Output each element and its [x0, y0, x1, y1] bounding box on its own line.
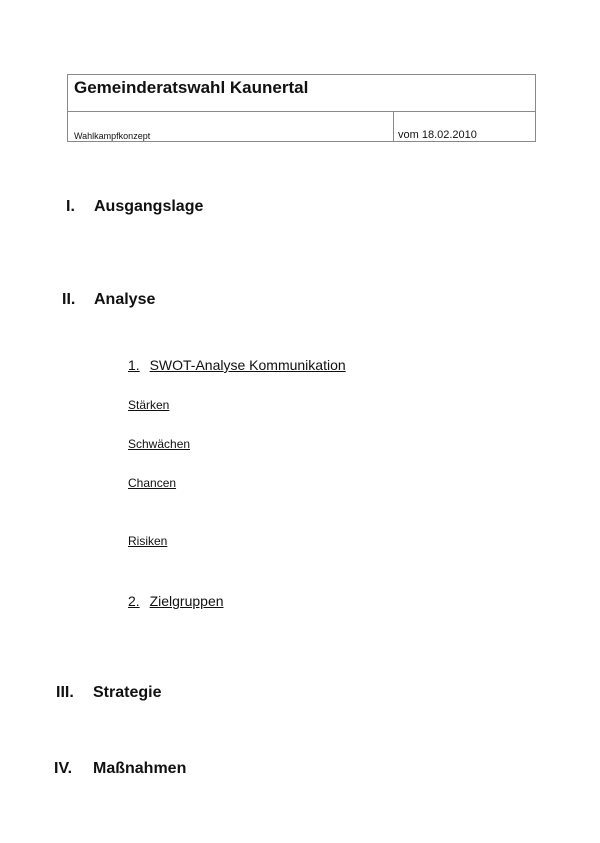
- section-title: Analyse: [94, 291, 156, 308]
- subsection-title: Zielgruppen: [149, 593, 224, 609]
- swot-item-strengths: Stärken: [128, 398, 170, 412]
- subsection-number: 2.: [128, 593, 140, 609]
- document-subtitle: Wahlkampfkonzept: [74, 131, 151, 141]
- section-number: III.: [56, 684, 74, 701]
- subsection-title: SWOT-Analyse Kommunikation: [149, 357, 346, 373]
- subsection-number: 1.: [128, 357, 140, 373]
- header-divider-vertical: [393, 111, 394, 142]
- swot-item-opportunities: Chancen: [128, 476, 177, 490]
- subsection-target-groups: [128, 593, 224, 609]
- section-number: IV.: [54, 760, 73, 777]
- document-title: Gemeinderatswahl Kaunertal: [74, 78, 309, 97]
- swot-item-weaknesses: Schwächen: [128, 437, 191, 451]
- swot-item-risks: Risiken: [128, 534, 168, 548]
- header-divider-horizontal: [68, 111, 535, 112]
- subsection-swot: [128, 357, 346, 373]
- section-number: I.: [66, 198, 75, 215]
- section-title: Ausgangslage: [94, 198, 204, 215]
- section-number: II.: [62, 291, 76, 308]
- document-date: vom 18.02.2010: [398, 129, 477, 141]
- section-title: Strategie: [93, 684, 162, 701]
- section-title: Maßnahmen: [93, 760, 187, 777]
- header-table: [67, 74, 536, 142]
